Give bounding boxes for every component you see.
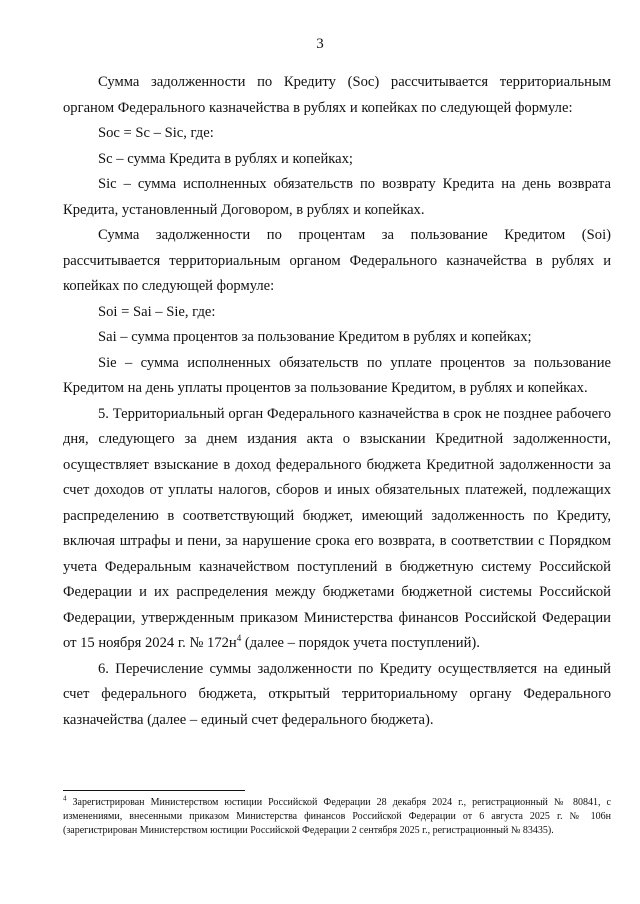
definition-sie: Sie – сумма исполненных обязательств по уплате процентов за пользование Кредитом на день уплаты процентов за пользование Кредитом, в рублях и копейках. (63, 354, 611, 396)
page-number: 3 (316, 36, 324, 52)
paragraph-6: 6. Перечисление суммы задолженности по Кредиту осуществляется на единый счет федерального бюджета, открытый территориальному органу Федерального казначейства (далее – единый счет федерального бюджета). (63, 660, 611, 728)
paragraph-5-text: 5. Территориальный орган Федерального казначейства в срок не позднее рабочего дня, следующего за днем издания акта о взыскании Кредитной задолженности, осуществляет взыскание в доход федерального бюджета Кредитной задолженности за счет доходов от уплаты налогов, сборов и иных обязательных платежей, подлежащих распределению в соответствующий бюджет, имеющий задолженность по Кредиту, включая штрафы и пени, за нарушение срока его возврата, в соответствии с Порядком учета Федеральным казначейством поступлений в бюджетную систему Российской Федерации и их распределения между бюджетами бюджетной системы Российской Федерации, утвержденным приказом Министерства финансов Российской Федерации от 15 ноября 2024 г. № 172н (63, 405, 611, 651)
document-body (63, 70, 611, 733)
definition-sai: Sai – сумма процентов за пользование Кредитом в рублях и копейках; (98, 329, 532, 345)
footnote-text: Зарегистрирован Министерством юстиции Российской Федерации 28 декабря 2024 г., регистрационный № 80841, с изменениями, внесенными приказом Министерства финансов Российской Федерации от 6 августа 2025 г. № 106н (зарегистрирован Министерством юстиции Российской Федерации 2 сентября 2025 г., регистрационный № 83435). (63, 797, 611, 836)
formula-soc: Soc = Sc – Sic, где: (98, 125, 214, 141)
definition-sic: Sic – сумма исполненных обязательств по возврату Кредита на день возврата Кредита, установленный Договором, в рублях и копейках. (63, 176, 611, 218)
paragraph-interest-formula-intro: Сумма задолженности по процентам за пользование Кредитом (Soi) рассчитывается территориальным органом Федерального казначейства в рублях и копейках по следующей формуле: (63, 227, 611, 294)
footnote-mark: 4 (63, 794, 67, 803)
footnote-divider (63, 790, 245, 791)
paragraph-5 (63, 402, 611, 657)
paragraph-debt-formula-intro: Сумма задолженности по Кредиту (Soc) рассчитывается территориальным органом Федерального казначейства в рублях и копейках по следующей формуле: (63, 74, 611, 116)
definition-sc: Sc – сумма Кредита в рублях и копейках; (98, 150, 353, 167)
footnote (63, 796, 611, 838)
paragraph-5-tail: (далее – порядок учета поступлений). (241, 635, 480, 651)
formula-soi: Soi = Sai – Sie, где: (98, 303, 216, 320)
footnote-reference: 4 (236, 633, 242, 644)
